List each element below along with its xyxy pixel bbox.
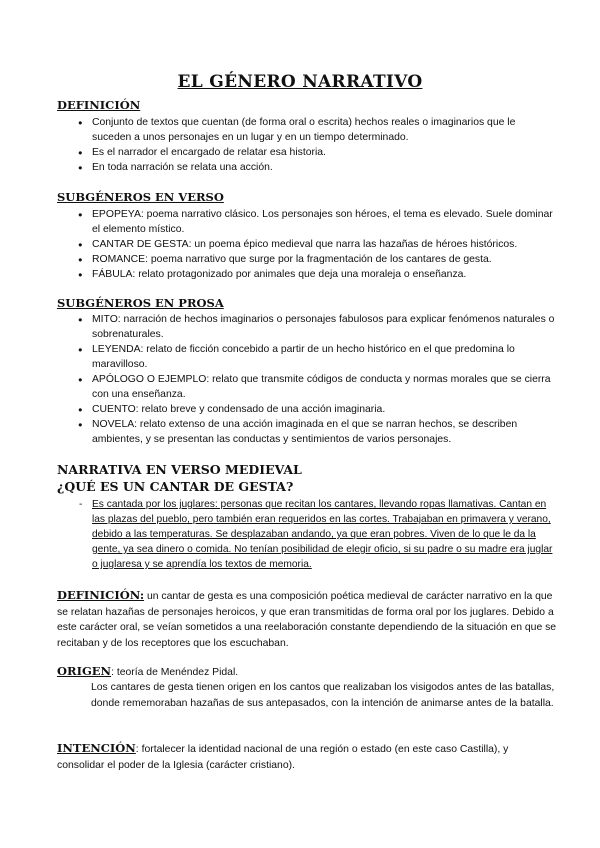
origen-detail: Los cantares de gesta tienen origen en los cantos que realizaban los visigodos antes de las batallas, donde rememoraban hazañas de sus antepasados, con la intención de animarse antes de la batalla.	[91, 682, 555, 709]
list-item: - Es cantada por los juglares: personas que recitan los cantares, llevando ropas llamativas. Cantan en las plazas del pueblo, pero también eran requeridos en las cortes. Trabajaban en primavera y verano, debido a las temperaturas. Se desplazaban andando, ya que eran pobres. Viven de lo que le da la gente, ya sea dinero o comida. No tenían posibilidad de elegir oficio, si su padre o su madre era juglar o juglaresa y se aprendía los textos de memoria.	[57, 497, 557, 572]
origen-label: ORIGEN	[57, 664, 112, 678]
juglares-list	[57, 497, 557, 572]
list-item: ● Es el narrador el encargado de relatar esa historia.	[57, 145, 557, 160]
list-item: ● FÁBULA: relato protagonizado por animales que deja una moraleja o enseñanza.	[57, 267, 557, 282]
list-item: ● NOVELA: relato extenso de una acción imaginada en el que se narran hechos, se describen ambientes, y se presentan las conductas y sentimientos de varios personajes.	[57, 417, 557, 447]
definicion-label: DEFINICIÓN:	[57, 588, 145, 602]
verso-heading: SUBGÉNEROS EN VERSO	[57, 190, 224, 204]
list-item: ● Conjunto de textos que cuentan (de forma oral o escrita) hechos reales o imaginarios que le suceden a unos personajes en un lugar y en un tiempo determinado.	[57, 115, 557, 145]
list-item: ● CANTAR DE GESTA: un poema épico medieval que narra las hazañas de héroes históricos.	[57, 237, 557, 252]
list-item: ● En toda narración se relata una acción.	[57, 160, 557, 175]
cantar-question: ¿QUÉ ES UN CANTAR DE GESTA?	[57, 479, 294, 494]
definicion-cantar	[57, 588, 557, 651]
verso-list	[57, 207, 557, 282]
intencion-text: : fortalecer la identidad nacional de una región o estado (en este caso Castilla), y consolidar el poder de la Iglesia (carácter cristiano).	[57, 744, 509, 771]
page-title: EL GÉNERO NARRATIVO	[177, 72, 423, 92]
intencion-paragraph	[57, 741, 557, 773]
list-item: ● EPOPEYA: poema narrativo clásico. Los personajes son héroes, el tema es elevado. Suele dominar el elemento místico.	[57, 207, 557, 237]
prosa-list	[57, 312, 557, 447]
medieval-heading: NARRATIVA EN VERSO MEDIEVAL	[57, 462, 302, 477]
intencion-label: INTENCIÓN	[57, 741, 136, 755]
list-item: ● CUENTO: relato breve y condensado de una acción imaginaria.	[57, 402, 557, 417]
origen-text: : teoría de Menéndez Pidal.	[111, 667, 239, 678]
definicion-heading: DEFINICIÓN	[57, 98, 141, 112]
prosa-heading: SUBGÉNEROS EN PROSA	[57, 296, 224, 310]
origen-paragraph	[57, 664, 557, 681]
list-item: ● ROMANCE: poema narrativo que surge por la fragmentación de los cantares de gesta.	[57, 252, 557, 267]
list-item: ● LEYENDA: relato de ficción concebido a partir de un hecho histórico en el que predomina lo maravilloso.	[57, 342, 557, 372]
list-item: ● APÓLOGO O EJEMPLO: relato que transmite códigos de conducta y normas morales que se cierra con una enseñanza.	[57, 372, 557, 402]
definicion-list	[57, 115, 557, 175]
definicion-text: un cantar de gesta es una composición poética medieval de carácter narrativo en la que se relatan hazañas de personajes heroicos, y que eran transmitidas de forma oral por los juglares. Debido a este carácter oral, se veían sometidos a una reelaboración constante dependiendo de la situación en que se recitaban y de los receptores que los escuchaban.	[57, 591, 557, 649]
list-item: ● MITO: narración de hechos imaginarios o personajes fabulosos para explicar fenómenos naturales o sobrenaturales.	[57, 312, 557, 342]
